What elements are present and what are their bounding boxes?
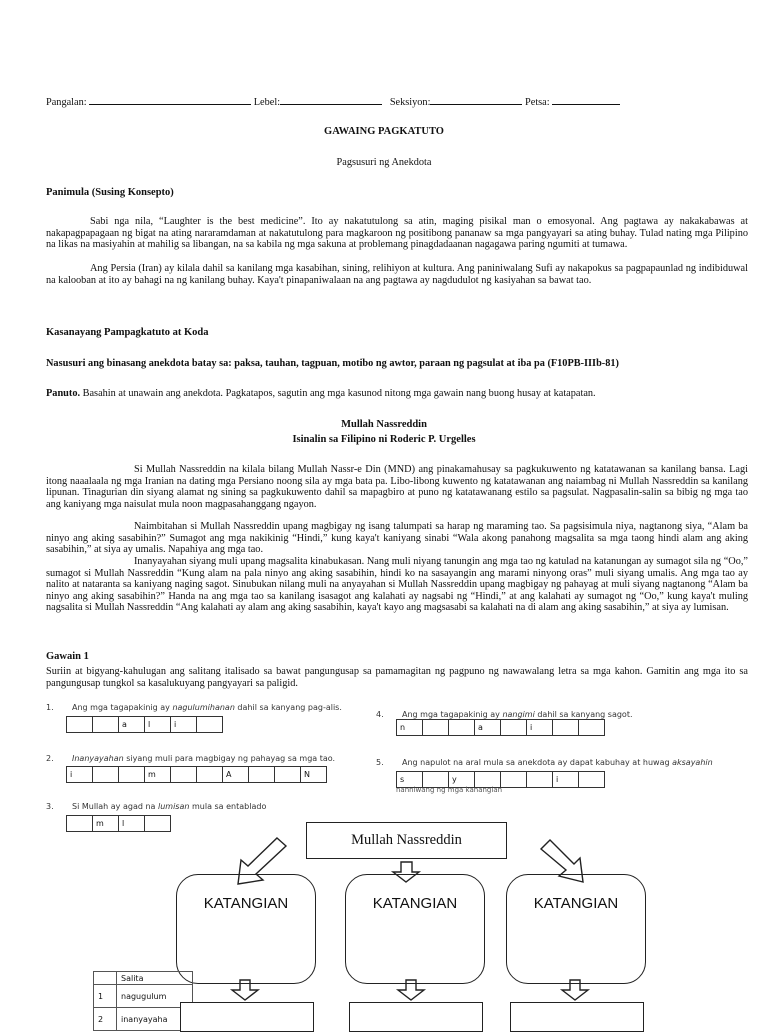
letter-box[interactable]: l — [119, 816, 145, 832]
letter-box[interactable]: l — [145, 717, 171, 733]
table-row: 2 inanyayaha — [94, 1008, 193, 1031]
panimula-paragraph-1: Sabi nga nila, “Laughter is the best medicine”. Ito ay nakatutulong sa atin, maging pisikal man o emosyonal. Ang pagtawa ay nakakabawas at nakapagpapagaan ng bigat na ating nararamdaman at nakatutulong para magkaroon ng positibong pananaw sa mga pangyayari sa ating buhay. Tulad nating mga Pilipino na likas na masiyahin at mahilig sa libangan, na sa kabila ng mga sakuna at problemang pinagdadaanan nagagawa paring ngumiti at tumawa. — [46, 216, 748, 251]
story-byline: Isinalin sa Filipino ni Roderic P. Urgelles — [292, 434, 476, 445]
item-3-sentence: 3. Si Mullah ay agad na lumisan mula sa entablado — [46, 802, 267, 811]
story-paragraph-2: Naimbitahan si Mullah Nassreddin upang magbigay ng isang talumpati sa harap ng maraming tao. Sa pagsisimula niya, nagtanong siya, “Alam ba ninyo ang aking sasabihin?” Sumagot ang mga nakikinig “Hindi,” kung kaya't kaniyang sinabi “Wala akong panahong magsalita sa mga taong hindi alam ang aking sasabihin,” at siya ay umalis. Napahiya ang mga tao. — [46, 521, 748, 556]
letter-box[interactable]: m — [145, 767, 171, 783]
letter-box[interactable]: s — [397, 772, 423, 788]
level-label: Lebel: — [253, 97, 281, 108]
letter-box[interactable]: a — [119, 717, 145, 733]
katangian-box-1: KATANGIAN — [176, 874, 316, 984]
document-title: GAWAING PAGKATUTO — [324, 126, 444, 137]
document-subtitle: Pagsusuri ng Anekdota — [336, 157, 432, 168]
panimula-paragraph-2: Ang Persia (Iran) ay kilala dahil sa kanilang mga kasabihan, sining, relihiyon at kultura. Ang paniniwalang Sufi ay nakapokus sa pagpapaunlad ng indibiduwal na kalooban at ito ay bahagi na ng kanilang buhay. Kaya't pinapaniwalaan na ang pagtawa ay nagdudulot ng kasiyahan sa bawat tao. — [46, 263, 748, 286]
katangian-box-2: KATANGIAN — [345, 874, 485, 984]
panimula-heading: Panimula (Susing Konsepto) — [46, 187, 174, 198]
section-label: Seksiyon: — [389, 97, 431, 108]
item-1-sentence: 1. Ang mga tagapakinig ay nagulumihanan dahil sa kanyang pag-alis. — [46, 703, 342, 712]
letter-box[interactable]: i — [527, 720, 553, 736]
letter-box[interactable]: i — [171, 717, 197, 733]
salita-header: Salita — [117, 972, 193, 985]
letter-box[interactable]: m — [93, 816, 119, 832]
salita-table — [93, 971, 193, 1031]
gawain-instructions: Suriin at bigyang-kahulugan ang salitang italisado sa bawat pangungusap sa pamamagitan ng pagpuno ng nawawalang letra sa mga kahon. Gamitin ang mga ito sa pangungusap tungkol sa kasalukuyang pangyayari sa paligid. — [46, 666, 748, 689]
story-paragraph-3: Inanyayahan siyang muli upang magsalita kinabukasan. Nang muli niyang tanungin ang mga tao ng katulad na katanungan ay sumagot sila ng “Oo,” sumagot si Mullah Nassreddin “Kung alam na pala ninyo ang aking sasabihin, hindi ko na sasayangin ang marami ninyong oras” muli siyang umalis. Ang mga tao ay nalito at nataranta sa kaniyang naging sagot. Sinubukan nilang muli na anyayahan si Mullah Nassreddin upang magbigay ng pahayag at muli siyang nagtanong “Alam ba ninyo ang aking sasabihin?” Handa na ang mga tao sa kanilang isasagot ang kalahati ay nagsabi ng “Hindi,” at ang kalahati ay sumagot ng “Oo,” kung kaya't muling nagsalita si Mullah Nassreddin “Ang kalahati ay alam ang aking sasabihin, kaya't kayo ang magsasabi sa kalahati na di alam ang aking sasabihin,” at siya ay lumisan. — [46, 556, 748, 614]
diagram-title-box: Mullah Nassreddin — [306, 822, 507, 859]
kasanayan-heading: Kasanayang Pampagkatuto at Koda — [46, 327, 209, 338]
item-5-overflow-text: nanniwang ng mga kanangian — [396, 786, 503, 794]
letter-box[interactable]: i — [553, 772, 579, 788]
story-title: Mullah Nassreddin — [341, 419, 427, 430]
kasanayan-text: Nasusuri ang binasang anekdota batay sa: paksa, tauhan, tagpuan, motibo ng awtor, paraan ng pagsulat at iba pa (F10PB-IIIb-81) — [46, 358, 619, 369]
panuto-label: Panuto. — [46, 388, 81, 399]
item-2-sentence: 2. Inanyayahan siyang muli para magbigay ng pahayag sa mga tao. — [46, 754, 336, 763]
letter-box[interactable]: i — [67, 767, 93, 783]
katangian-box-3: KATANGIAN — [506, 874, 646, 984]
letter-box[interactable]: n — [397, 720, 423, 736]
letter-box[interactable]: a — [475, 720, 501, 736]
panuto-text: Basahin at unawain ang anekdota. Pagkatapos, sagutin ang mga kasunod nitong mga gawain nang buong husay at katapatan. — [80, 388, 596, 399]
story-paragraph-1: Si Mullah Nassreddin na kilala bilang Mullah Nassr-e Din (MND) ang pinakamahusay sa pagkukuwento ng katatawanan sa kanilang bansa. Lagi itong naaalaala ng mga Iranian na dating mga Persiano noong sila ay mga bata pa. Libo-libong kuwento ng katatawanan ang naiambag ni Mullah Nassreddin sa kanilang lipunan. Tinagurian din siyang alamat ng sining sa pagkukuwento dahil sa mapagbiro at puno ng katatawanang estilo sa pagsulat. Nagpasalin-salin sa bibig ng mga tao ang kaniyang mga naisulat mula noon magpasahanggang ngayon. — [46, 464, 748, 510]
item-5-sentence: 5. Ang napulot na aral mula sa anekdota ay dapat kabuhay at huwag aksayahin — [376, 758, 713, 767]
item-4-sentence: 4. Ang mga tagapakinig ay nangimi dahil sa kanyang sagot. — [376, 710, 633, 719]
table-row: 1 nagugulum — [94, 985, 193, 1008]
letter-box[interactable]: A — [223, 767, 249, 783]
letter-box[interactable]: y — [449, 772, 475, 788]
answer-box-2[interactable] — [349, 1002, 483, 1032]
answer-box-1-overlay — [180, 1002, 314, 1032]
name-label: Pangalan: — [46, 97, 87, 108]
gawain-heading: Gawain 1 — [46, 651, 89, 662]
date-label: Petsa: — [525, 97, 550, 108]
answer-box-3[interactable] — [510, 1002, 644, 1032]
letter-box[interactable]: N — [301, 767, 327, 783]
